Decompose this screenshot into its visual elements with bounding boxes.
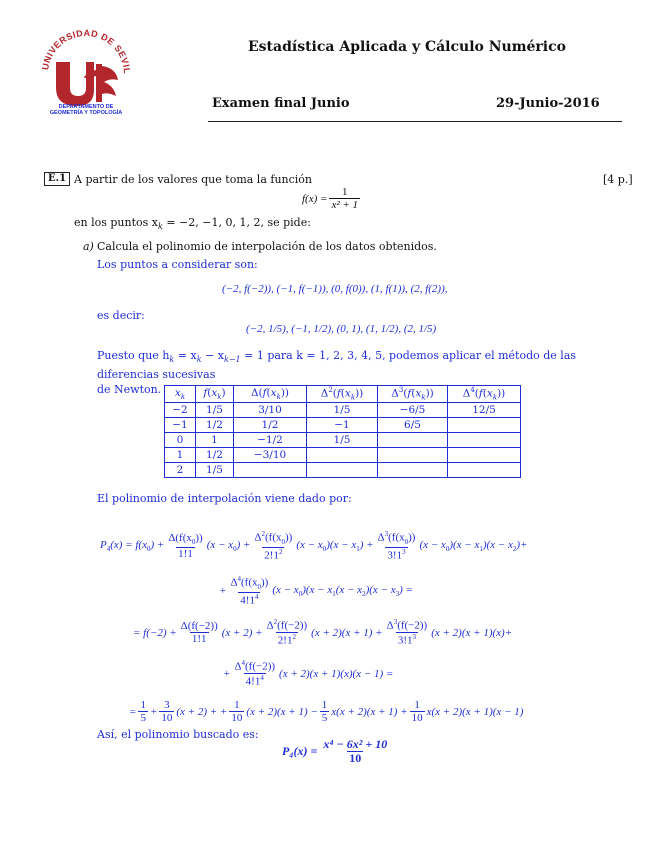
newton-formula-line-3: = f(−2) + $\frac{\Delta(f(-2))}{1!1}$ (x + 2) + $\frac{\Delta^2(f(-2))}{2!1^2}$ (x + 2)(x + 1) + $\frac{\Delta^3(f(-2))}{3!1^3}$ (x + 2)(x + 1)(x)+: [133, 618, 513, 647]
method-text: Puesto que $h_k = x_k - x_{k-1} = 1$ para k = 1, 2, 3, 4, 5, podemos aplicar el método de las diferencias sucesivas de Newton.: [97, 349, 577, 397]
table-cell: [448, 432, 521, 447]
points-statement: [74, 216, 311, 231]
table-cell: 1: [196, 432, 234, 447]
header-rule: [208, 121, 622, 122]
table-cell: 3/10: [234, 402, 307, 417]
department-line-2: GEOMETRÍA Y TOPOLOGÍA: [49, 110, 123, 117]
table-header-cell: $\Delta(f(x_k))$: [234, 386, 307, 403]
table-cell: 1/2: [196, 417, 234, 432]
method-text-5: de Newton.: [97, 383, 162, 397]
table-cell: 6/5: [378, 417, 448, 432]
table-row: [165, 447, 521, 462]
table-cell: 0: [165, 432, 196, 447]
function-definition: [302, 186, 362, 212]
newton-formula-line-4: + $\frac{\Delta^4(f(-2))}{4!1^4}$ (x + 2)(x + 1)(x)(x − 1) =: [223, 659, 394, 688]
part-a-text: Calcula el polinomio de interpolación de los datos obtenidos.: [97, 240, 437, 253]
table-cell: −2: [165, 402, 196, 417]
table-cell: 1/5: [307, 432, 378, 447]
points-statement-sub: k: [157, 222, 163, 232]
method-text-3: − x: [201, 349, 224, 362]
table-cell: 2: [165, 462, 196, 477]
function-lhs: f(x) =: [302, 192, 328, 205]
department-line-1: DEPARTAMENTO DE: [58, 104, 114, 110]
table-cell: −1/2: [234, 432, 307, 447]
table-cell: [307, 462, 378, 477]
table-header-cell: $\Delta^3(f(x_k))$: [378, 386, 448, 403]
table-cell: [378, 447, 448, 462]
table-cell: −1: [307, 417, 378, 432]
table-cell: [448, 417, 521, 432]
table-header-cell: $\Delta^2(f(x_k))$: [307, 386, 378, 403]
newton-formula-line-5: = $\frac{1}{5}$ + $\frac{3}{10}$ (x + 2) + + $\frac{1}{10}$ (x + 2)(x + 1) − $\frac{1}{5}$ x(x + 2)(x + 1) + $\frac{1}{10}$ x(x + 2)(x + 1)(x − 1): [129, 699, 524, 725]
table-body: [165, 402, 521, 477]
table-cell: [448, 462, 521, 477]
table-row: [165, 402, 521, 417]
table-cell: 1: [165, 447, 196, 462]
exam-date: 29-Junio-2016: [496, 96, 600, 111]
department-name: [32, 104, 140, 116]
newton-formula-line-2: + $\frac{\Delta^4(f(x_0))}{4!1^4}$ $(x - x_0)(x - x_1(x - x_2)(x - x_3)$ =: [219, 575, 413, 607]
table-row: [165, 462, 521, 477]
table-cell: 1/5: [196, 402, 234, 417]
table-cell: 1/2: [234, 417, 307, 432]
table-cell: 1/5: [196, 462, 234, 477]
table-cell: [448, 447, 521, 462]
method-text-2: = x: [174, 349, 197, 362]
table-cell: 1/2: [196, 447, 234, 462]
table-header-cell: $\Delta^4(f(x_k))$: [448, 386, 521, 403]
table-row: [165, 417, 521, 432]
table-header-cell: $f(x_k)$: [196, 386, 234, 403]
table-row: [165, 432, 521, 447]
differences-table: [164, 385, 521, 478]
table-cell: 12/5: [448, 402, 521, 417]
function-denominator: x² + 1: [331, 199, 359, 212]
university-logo: [34, 22, 138, 124]
table-cell: [307, 447, 378, 462]
table-cell: [378, 432, 448, 447]
newton-formula-line-1: $P_4(x) = f(x_0)$ + $\frac{\Delta(f(x_0))}{1!1}$ $(x - x_0)$ + $\frac{\Delta^2(f(x_0))}{2!1^2}$ $(x - x_0)(x - x_1)$ + $\frac{\Delta^3(f(x_0))}{3!1^3}$ $(x - x_0)(x - x_1)(x - x_2)+$: [100, 530, 528, 562]
points-numeric: (−2, 1/5), (−1, 1/2), (0, 1), (1, 1/2), (2, 1/5): [246, 323, 437, 335]
points-symbolic: (−2, f(−2)), (−1, f(−1)), (0, f(0)), (1, f(1)), (2, f(2)),: [222, 283, 448, 295]
poly-intro: El polinomio de interpolación viene dado por:: [97, 492, 352, 505]
function-numerator: 1: [341, 186, 348, 198]
method-text-4: = 1 para k = 1, 2, 3, 4, 5, podemos aplicar el método de las diferencias sucesivas: [97, 349, 577, 382]
points-intro: Los puntos a considerar son:: [97, 258, 258, 271]
course-title: Estadística Aplicada y Cálculo Numérico: [248, 39, 566, 55]
conclusion-text: Así, el polinomio buscado es:: [97, 728, 259, 741]
table-cell: [234, 462, 307, 477]
points-statement-values: = −2, −1, 0, 1, 2, se pide:: [162, 216, 311, 229]
table-cell: 1/5: [307, 402, 378, 417]
table-cell: −6/5: [378, 402, 448, 417]
exercise-points: [4 p.]: [603, 173, 633, 186]
method-text-1: Puesto que h: [97, 349, 170, 362]
svg-text:UNIVERSIDAD DE SEVILLA: UNIVERSIDAD DE SEVIL: [40, 27, 133, 75]
final-numerator: x⁴ − 6x² + 10: [323, 737, 388, 751]
table-header-row: [165, 386, 521, 403]
final-polynomial: [282, 738, 391, 766]
table-cell: [378, 462, 448, 477]
table-header-cell: $x_k$: [165, 386, 196, 403]
table-cell: −3/10: [234, 447, 307, 462]
table-cell: −1: [165, 417, 196, 432]
es-decir: es decir:: [97, 309, 145, 322]
final-denominator: 10: [349, 751, 362, 766]
exam-name: Examen final Junio: [212, 96, 350, 111]
final-lhs: P₄(x) =: [282, 744, 318, 759]
exercise-intro: A partir de los valores que toma la función: [74, 173, 313, 186]
exercise-label: E.1: [44, 172, 70, 186]
part-a-label: a): [83, 240, 94, 253]
points-statement-text: en los puntos x: [74, 216, 158, 229]
